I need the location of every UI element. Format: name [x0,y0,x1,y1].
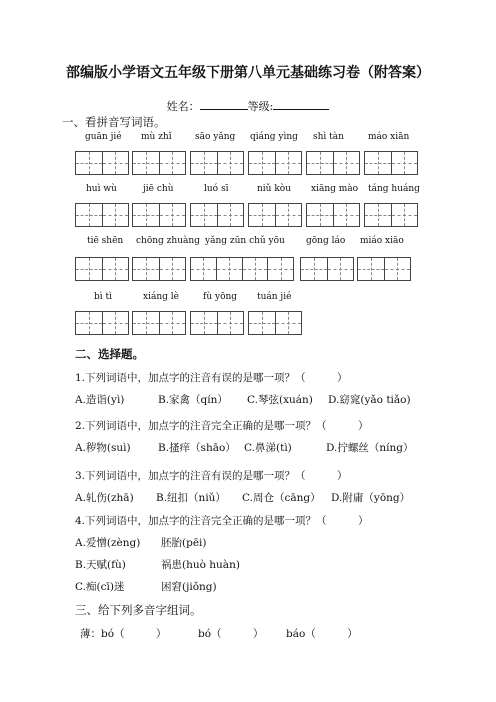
writing-grid[interactable] [190,151,244,175]
option: D.拧螺丝（níng） [326,442,414,454]
pinyin-label: shì tàn [313,132,344,142]
pinyin-label: bì tì [94,292,112,302]
writing-grid[interactable] [306,151,360,175]
pinyin-label: qiáng yìng [250,132,298,142]
option: A.秽物(suì) [75,442,131,454]
option: D.窈窕(yǎo tiǎo) [328,394,411,406]
pinyin-label: guān jié [85,132,122,142]
option: A.造诣(yì) [75,394,125,406]
writing-grid[interactable] [132,203,186,227]
writing-grid[interactable] [364,203,418,227]
pinyin-label: sāo yǎng [195,132,236,142]
question-3: 3.下列词语中，加点字的注音有误的是哪一项？（ ） [75,470,348,482]
writing-grid[interactable] [75,151,129,175]
question-4: 4.下列词语中，加点字的注音完全正确的是哪一项？（ ） [75,515,369,527]
pinyin-label: xiáng lè [143,292,179,302]
writing-grid-four[interactable] [190,257,294,281]
option: C.周仓（cāng） [242,492,321,504]
option: B.纽扣（niǔ） [156,492,226,504]
writing-grid[interactable] [132,151,186,175]
pinyin-label: niǔ kòu [257,184,292,194]
grade-label: 等级: [247,100,274,113]
option: B.天赋(fù) [75,559,126,571]
writing-grid[interactable] [75,257,129,281]
name-blank[interactable] [200,98,248,110]
writing-grid[interactable] [132,311,186,335]
polyphone-item: bó（ ） [198,628,264,640]
pinyin-label: tiē shēn [87,236,124,246]
writing-grid[interactable] [132,257,186,281]
pinyin-label: tuán jié [257,292,292,302]
question-1: 1.下列词语中，加点字的注音有误的是哪一项？（ ） [75,372,348,384]
option: C.琴弦(xuán) [247,394,313,406]
writing-grid[interactable] [75,311,129,335]
option: 困窘(jiǒng) [161,581,217,593]
writing-grid[interactable] [300,257,354,281]
pinyin-label: gōng láo [306,236,346,246]
pinyin-label: luó sī [204,184,229,194]
option: C.鼻涕(tì) [244,442,292,454]
question-2: 2.下列词语中，加点字的注音完全正确的是哪一项？（ ） [75,420,369,432]
polyphone-item: báo（ ） [286,628,358,640]
pinyin-label: huì wù [86,184,117,194]
page-title: 部编版小学语文五年级下册第八单元基础练习卷（附答案） [66,65,430,81]
pinyin-label: yǎng zūn chǔ yōu [205,236,285,246]
pinyin-label: xiāng mào [311,184,359,194]
pinyin-label: táng huáng [368,184,420,194]
section1-heading: 一、看拼音写词语。 [62,115,166,129]
writing-grid[interactable] [248,203,302,227]
pinyin-label: chōng zhuàng [136,236,200,246]
option: D.附庸（yōng） [331,492,411,504]
option: C.痴(cī)迷 [75,581,125,593]
writing-grid[interactable] [306,203,360,227]
pinyin-label: jiē chù [143,184,174,194]
option: 祸患(huò huàn) [161,559,240,571]
writing-grid[interactable] [190,203,244,227]
option: 胚胎(pēi) [161,537,207,549]
pinyin-label: máo xiān [368,132,410,142]
writing-grid[interactable] [248,311,302,335]
option: B.家禽（qín） [158,394,228,406]
option: B.搔痒（shāo） [158,442,236,454]
name-label: 姓名： [166,100,200,113]
option: A.爱憎(zèng) [75,537,141,549]
section3-heading: 三、给下列多音字组词。 [75,603,202,617]
writing-grid[interactable] [248,151,302,175]
name-grade-line [0,98,496,114]
option: A.轧伤(zhā) [75,492,134,504]
writing-grid[interactable] [75,203,129,227]
writing-grid[interactable] [364,151,418,175]
polyphone-item: 薄：bó（ ） [80,628,167,640]
pinyin-label: fù yōng [203,292,238,302]
pinyin-label: miáo xiāo [360,236,404,246]
writing-grid[interactable] [190,311,244,335]
section2-heading: 二、选择题。 [75,347,144,361]
writing-grid[interactable] [357,257,411,281]
pinyin-label: mù zhǐ [141,132,172,142]
grade-blank[interactable] [273,98,329,110]
